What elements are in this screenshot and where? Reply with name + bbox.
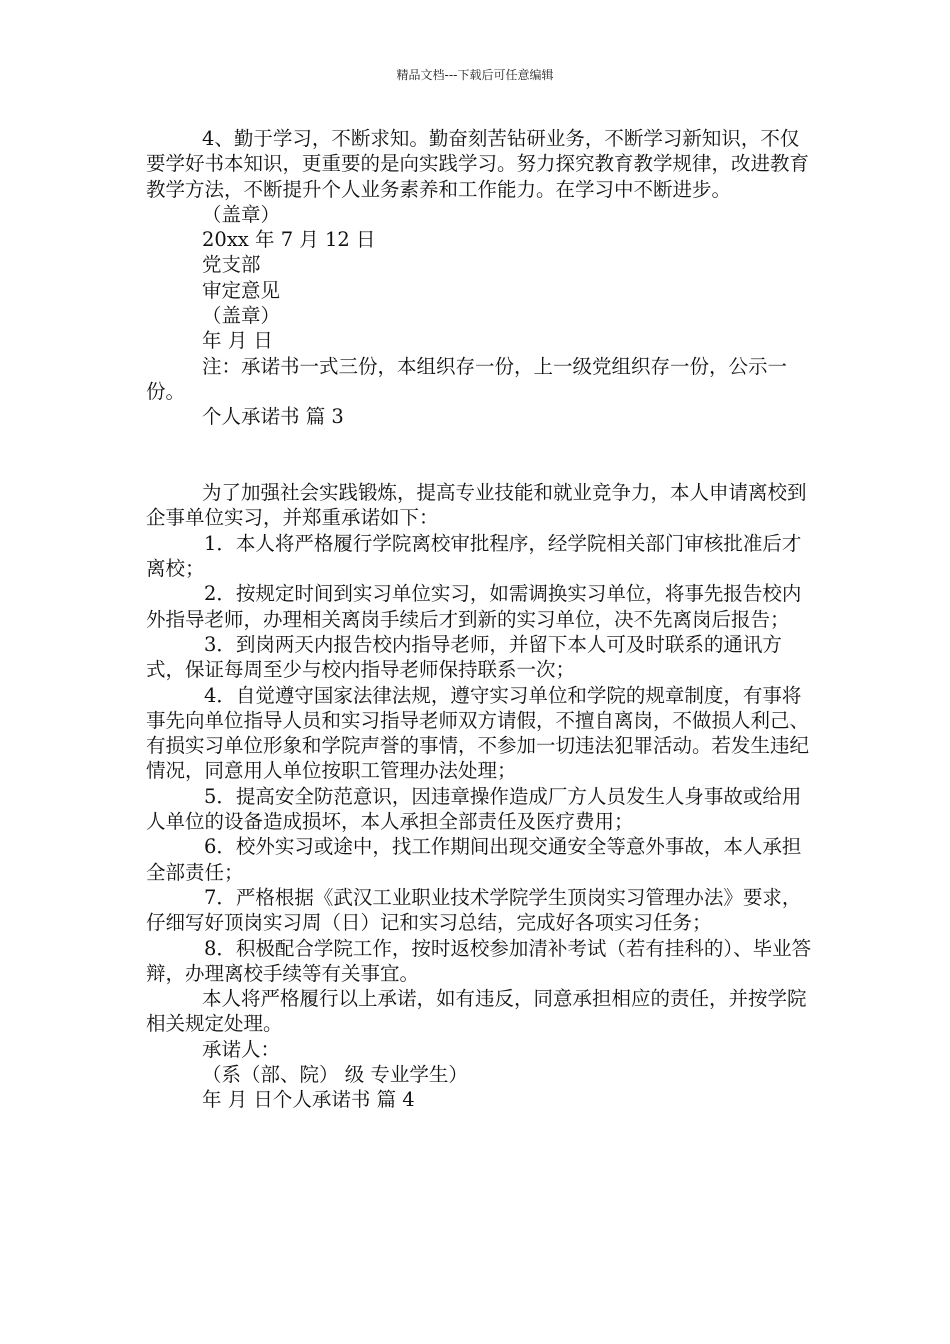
list-item-2: 2．按规定时间到实习单位实习，如需调换实习单位，将事先报告校内外指导老师，办理相关离岗手续后才到新的实习单位，决不先离岗后报告； <box>146 582 802 631</box>
review-opinion-label: 审定意见 <box>202 278 281 302</box>
list-item-1: 1．本人将严格履行学院离校审批程序，经学院相关部门审核批准后才离校； <box>146 531 802 581</box>
seal-line-2: （盖章） <box>202 304 281 328</box>
list-item-5: 5．提高安全防范意识，因违章操作造成厂方人员发生人身事故或给用人单位的设备造成损坏，本人承担全部责任及医疗费用； <box>146 784 802 834</box>
list-item-8: 8．积极配合学院工作，按时返校参加清补考试（若有挂科的）、毕业答辩，办理离校手续等有关事宜。 <box>146 936 812 985</box>
page-header: 精品文档---下载后可任意编辑 <box>396 68 554 82</box>
list-item-3: 3．到岗两天内报告校内指导老师，并留下本人可及时联系的通讯方式，保证每周至少与校内指导老师保持联系一次； <box>146 632 782 682</box>
note-paragraph: 注：承诺书一式三份，本组织存一份，上一级党组织存一份，公示一份。 <box>146 354 788 403</box>
blank-date-line: 年 月 日 <box>202 329 273 353</box>
section-title-3: 个人承诺书 篇 3 <box>202 405 344 429</box>
department-line: （系（部、院） 级 专业学生） <box>202 1062 468 1086</box>
intro-paragraph: 为了加强社会实践锻炼，提高专业技能和就业竞争力，本人申请离校到企事单位实习，并郑重承诺如下： <box>146 481 807 530</box>
date-line: 20xx 年 7 月 12 日 <box>202 228 376 252</box>
list-item-7: 7．严格根据《武汉工业职业技术学院学生顶岗实习管理办法》要求，仔细写好顶岗实习周（日）记和实习总结，完成好各项实习任务； <box>146 885 802 935</box>
seal-line: （盖章） <box>202 202 281 226</box>
list-item-6: 6．校外实习或途中，找工作期间出现交通安全等意外事故，本人承担全部责任； <box>146 835 802 884</box>
list-item-4: 4．自觉遵守国家法律法规，遵守实习单位和学院的规章制度，有事将事先向单位指导人员和实习指导老师双方请假，不擅自离岗，不做损人利己、有损实习单位形象和学院声誉的事情，不参加一切违法犯罪活动。若发生违纪情况，同意用人单位按职工管理办法处理； <box>146 683 810 783</box>
paragraph-study: 4、勤于学习，不断求知。勤奋刻苦钻研业务，不断学习新知识，不仅要学好书本知识，更重要的是向实践学习。努力探究教育教学规律，改进教育教学方法，不断提升个人业务素养和工作能力。在学习中不断进步。 <box>146 127 810 201</box>
final-date-title-line: 年 月 日个人承诺书 篇 4 <box>202 1088 415 1112</box>
closing-paragraph: 本人将严格履行以上承诺，如有违反，同意承担相应的责任，并按学院相关规定处理。 <box>146 987 807 1036</box>
document-body <box>146 126 816 1113</box>
party-branch-label: 党支部 <box>202 253 261 277</box>
spacer <box>146 430 816 481</box>
signer-label: 承诺人： <box>202 1037 281 1061</box>
